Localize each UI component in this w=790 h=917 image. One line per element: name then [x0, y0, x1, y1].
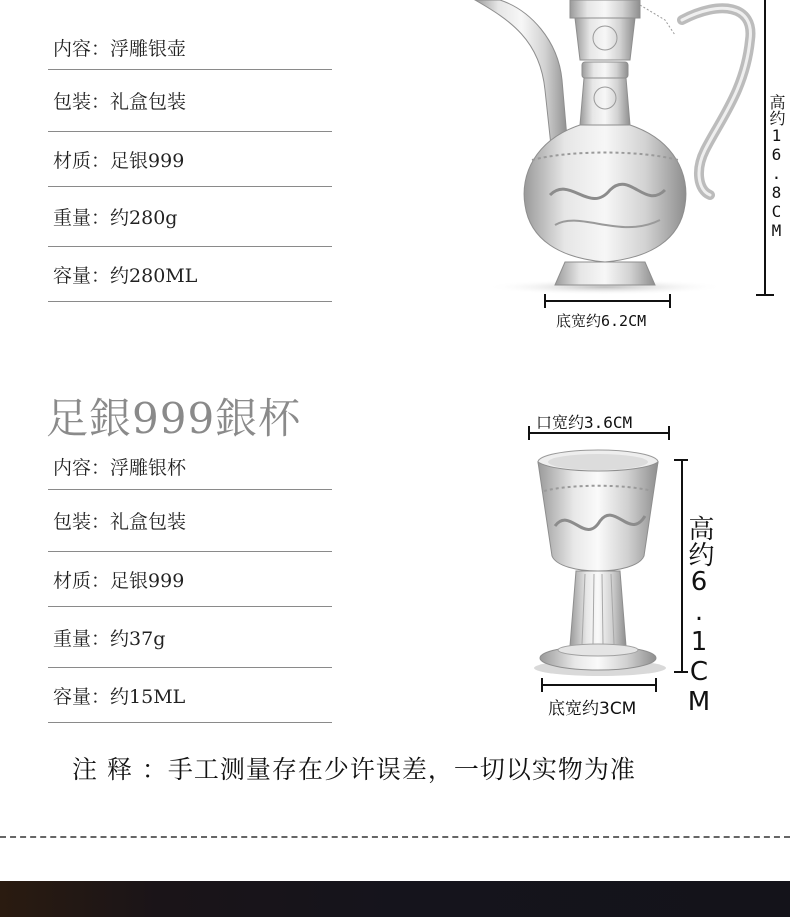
spec-label: 内容：	[53, 38, 111, 60]
spec-label: 内容：	[53, 457, 111, 479]
spec-row-material	[48, 132, 332, 187]
spec-value: 浮雕银杯	[110, 457, 187, 479]
spec-value: 约280ML	[110, 264, 198, 287]
teapot-base-label: 底宽约6.2CM	[556, 312, 647, 330]
teapot-base-tick-right	[669, 294, 671, 308]
teapot-base-line	[544, 300, 671, 302]
spec-label: 重量：	[53, 207, 111, 229]
cup-mouth-tick-left	[528, 426, 530, 440]
cup-section-title: 足銀999銀杯	[46, 394, 302, 443]
spec-row-material	[48, 552, 332, 607]
spec-value: 约15ML	[110, 685, 186, 708]
silver-teapot-image	[470, 0, 760, 300]
teapot-height-tick	[756, 294, 774, 296]
dashed-divider	[0, 836, 790, 838]
spec-value: 礼盒包装	[110, 91, 187, 113]
spec-label: 材质：	[53, 149, 111, 172]
spec-label: 容量：	[53, 264, 111, 287]
disclaimer-note: 注 释 ：手工测量存在少许误差，一切以实物为准	[72, 755, 636, 784]
spec-row-packaging	[48, 70, 332, 132]
cup-height-tick-top	[674, 459, 688, 461]
spec-label: 包装：	[53, 511, 111, 533]
spec-value: 约280g	[110, 207, 178, 229]
spec-value: 浮雕银壶	[110, 38, 187, 60]
cup-base-tick-left	[541, 678, 543, 692]
dark-footer-band	[0, 881, 790, 917]
spec-value: 礼盒包装	[110, 511, 187, 533]
silver-cup-image	[530, 446, 670, 678]
cup-mouth-tick-right	[668, 426, 670, 440]
cup-height-line	[681, 460, 683, 672]
teapot-spec-table	[48, 0, 332, 302]
spec-row-content	[48, 0, 332, 70]
spec-value: 足银999	[110, 569, 185, 592]
spec-value: 约37g	[110, 627, 166, 650]
spec-row-capacity	[48, 668, 332, 723]
cup-mouth-label: 口宽约3.6CM	[536, 413, 633, 432]
spec-row-weight	[48, 607, 332, 668]
teapot-base-tick-left	[544, 294, 546, 308]
cup-base-tick-right	[655, 678, 657, 692]
cup-spec-table	[48, 444, 332, 723]
spec-value: 足银999	[110, 149, 185, 172]
teapot-height-label: 高约16.8CM	[767, 94, 786, 240]
spec-row-content	[48, 444, 332, 490]
spec-label: 包装：	[53, 91, 111, 113]
spec-row-capacity	[48, 247, 332, 302]
cup-height-label: 高约6.1CM	[684, 515, 714, 717]
spec-label: 容量：	[53, 685, 111, 708]
cup-mouth-line	[528, 432, 670, 434]
spec-row-packaging	[48, 490, 332, 552]
cup-base-line	[541, 684, 657, 686]
spec-row-weight	[48, 187, 332, 247]
spec-label: 重量：	[53, 627, 111, 650]
cup-base-label: 底宽约3CM	[548, 699, 637, 719]
spec-label: 材质：	[53, 569, 111, 592]
